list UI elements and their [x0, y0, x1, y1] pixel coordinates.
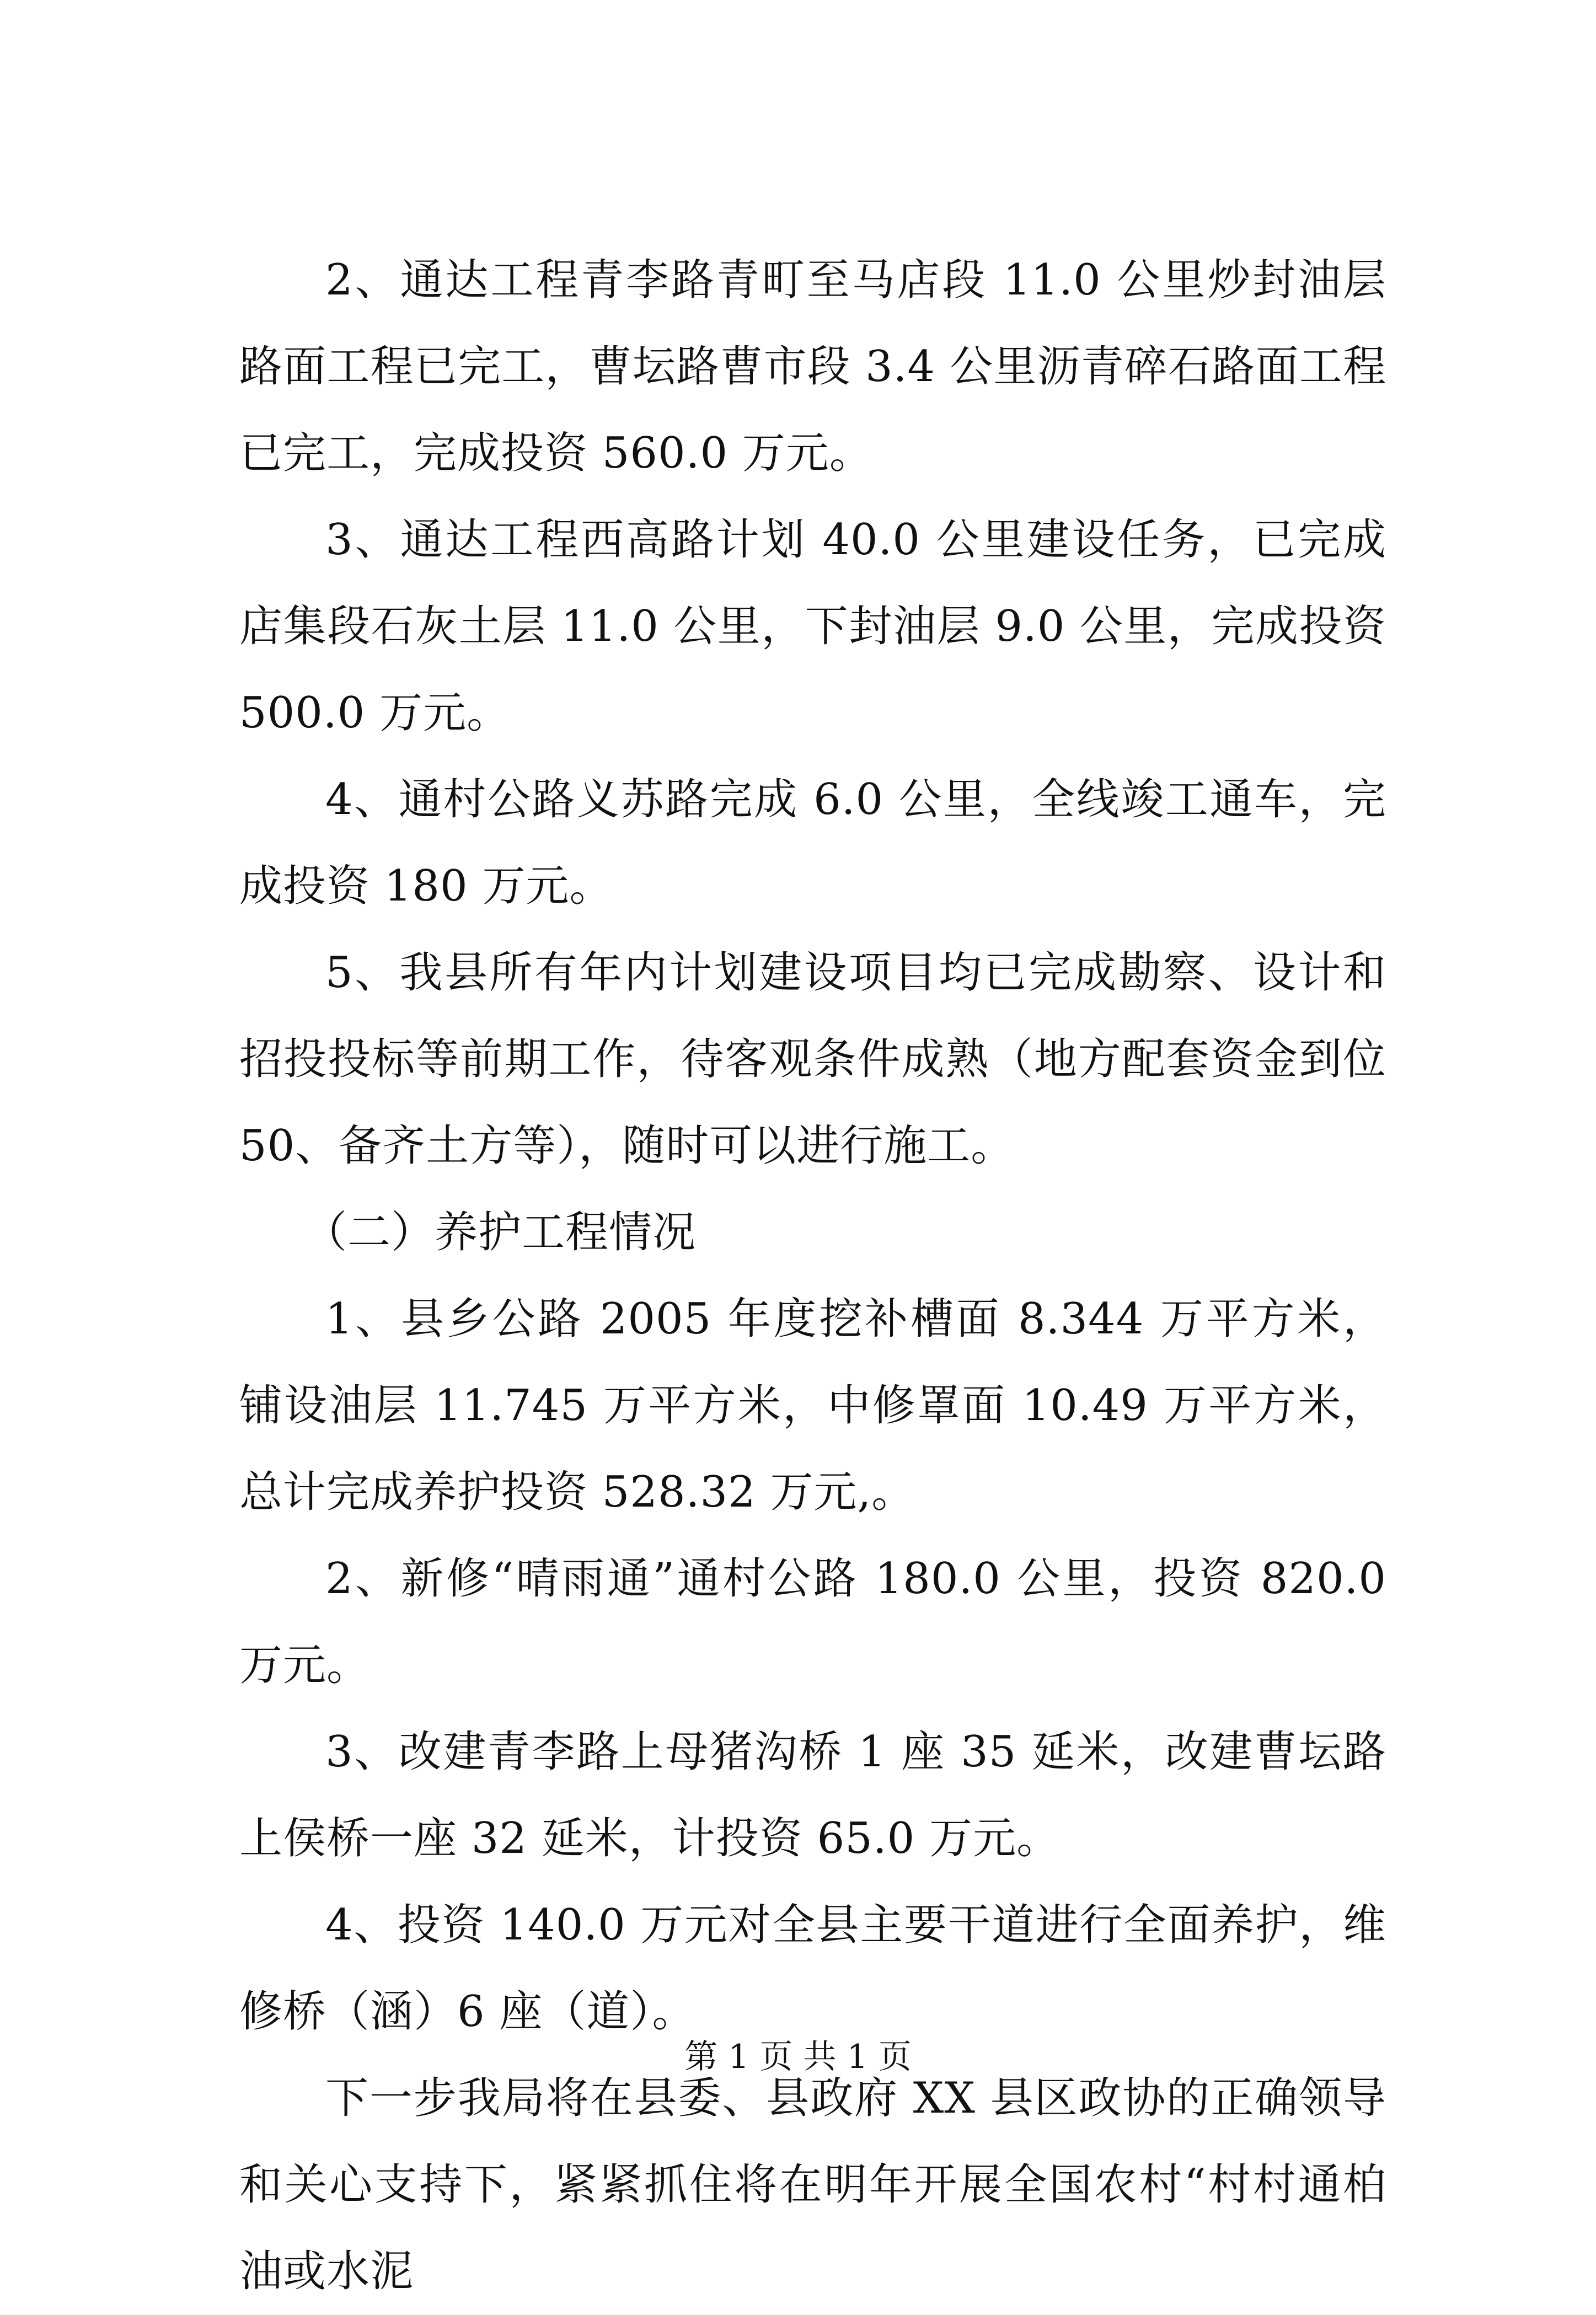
- document-body: [239, 237, 1386, 2315]
- paragraph-maintenance-3: 3、改建青李路上母猪沟桥 1 座 35 延米，改建曹坛路上侯桥一座 32 延米，计投资 65.0 万元。: [239, 1727, 1386, 1863]
- paragraph-maintenance-2: 2、新修“晴雨通”通村公路 180.0 公里，投资 820.0 万元。: [239, 1554, 1386, 1690]
- paragraph-maintenance-4: 4、投资 140.0 万元对全县主要干道进行全面养护，维修桥（涵）6 座（道）。: [239, 1900, 1386, 2037]
- paragraph-item-4: 4、通村公路义苏路完成 6.0 公里，全线竣工通车，完成投资 180 万元。: [239, 775, 1386, 911]
- page-footer: [0, 2035, 1596, 2079]
- paragraph-maintenance-1: 1、县乡公路 2005 年度挖补槽面 8.344 万平方米，铺设油层 11.745 万平方米，中修罩面 10.49 万平方米，总计完成养护投资 528.32 万元,。: [239, 1294, 1386, 1517]
- section-heading-maintenance: （二）养护工程情况: [304, 1208, 697, 1257]
- paragraph-item-3: 3、通达工程西高路计划 40.0 公里建设任务，已完成店集段石灰土层 11.0 公里，下封油层 9.0 公里，完成投资 500.0 万元。: [239, 515, 1386, 738]
- paragraph-next-step: 下一步我局将在县委、县政府 XX 县区政协的正确领导和关心支持下，紧紧抓住将在明年开展全国农村“村村通柏油或水泥: [239, 2073, 1386, 2296]
- page-number-label: 第 1 页 共 1 页: [684, 2038, 912, 2076]
- paragraph-item-5: 5、我县所有年内计划建设项目均已完成勘察、设计和招投投标等前期工作，待客观条件成熟（地方配套资金到位 50、备齐土方等），随时可以进行施工。: [239, 948, 1386, 1171]
- paragraph-item-2: 2、通达工程青李路青町至马店段 11.0 公里炒封油层路面工程已完工，曹坛路曹市段 3.4 公里沥青碎石路面工程已完工，完成投资 560.0 万元。: [239, 255, 1386, 478]
